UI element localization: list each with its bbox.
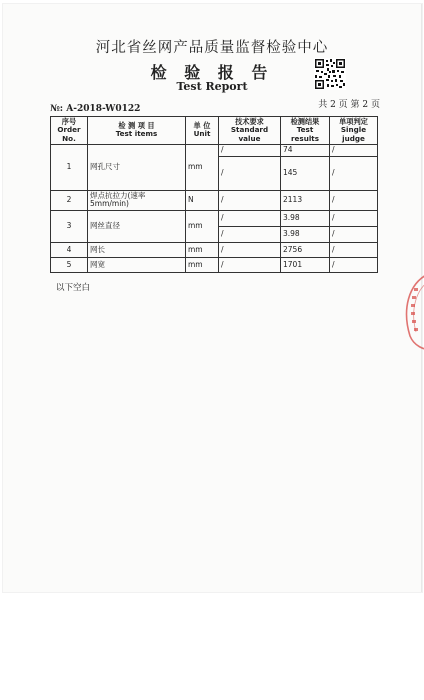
cell-order: 4 bbox=[51, 243, 88, 258]
cell-judge: / bbox=[330, 243, 378, 258]
cell-standard: / bbox=[219, 258, 281, 273]
cell-standard: / bbox=[219, 227, 281, 243]
header-standard: 技术要求 Standard value bbox=[219, 117, 281, 145]
org-name: 河北省丝网产品质量监督检验中心 bbox=[95, 40, 329, 56]
cell-item: 网孔尺寸 bbox=[88, 144, 186, 190]
cell-unit: mm bbox=[186, 258, 219, 273]
cell-result: 2756 bbox=[281, 243, 330, 258]
table-header-row bbox=[51, 117, 378, 145]
cell-item: 网宽 bbox=[88, 258, 186, 273]
cell-standard: / bbox=[219, 190, 281, 210]
cell-order: 5 bbox=[51, 258, 88, 273]
cell-standard: / bbox=[219, 211, 281, 227]
cell-item: 网长 bbox=[88, 243, 186, 258]
cell-judge: / bbox=[330, 190, 378, 210]
cell-result: 3.98 bbox=[281, 211, 330, 227]
cell-order: 3 bbox=[51, 211, 88, 243]
cell-result: 145 bbox=[281, 156, 330, 190]
table-row bbox=[51, 243, 378, 258]
cell-result: 74 bbox=[281, 144, 330, 156]
cell-item: 网丝直径 bbox=[88, 211, 186, 243]
header-test-items: 检 测 项 目 Test items bbox=[88, 117, 186, 145]
header-results: 检测结果 Test results bbox=[281, 117, 330, 145]
cell-judge: / bbox=[330, 144, 378, 156]
cell-judge: / bbox=[330, 258, 378, 273]
cell-order: 1 bbox=[51, 144, 88, 190]
cell-unit: mm bbox=[186, 211, 219, 243]
report-title-cn: 检 验 报 告 bbox=[150, 63, 274, 82]
cell-standard: / bbox=[219, 243, 281, 258]
cell-unit: mm bbox=[186, 144, 219, 190]
results-table bbox=[50, 116, 378, 273]
cell-result: 2113 bbox=[281, 190, 330, 210]
cell-judge: / bbox=[330, 211, 378, 227]
cell-unit: N bbox=[186, 190, 219, 210]
report-title-en: Test Report bbox=[176, 80, 248, 93]
qr-code-icon bbox=[314, 58, 346, 90]
blank-below-note: 以下空白 bbox=[56, 283, 91, 293]
cell-result: 1701 bbox=[281, 258, 330, 273]
page-counter: 共 2 页 第 2 页 bbox=[318, 100, 380, 110]
cell-item: 焊点抗拉力(速率5mm/min) bbox=[88, 190, 186, 210]
table-row bbox=[51, 211, 378, 227]
cell-judge: / bbox=[330, 156, 378, 190]
header-order: 序号 Order No. bbox=[51, 117, 88, 145]
cell-standard: / bbox=[219, 144, 281, 156]
cell-judge: / bbox=[330, 227, 378, 243]
header-judge: 单项判定 Single judge bbox=[330, 117, 378, 145]
table-row bbox=[51, 190, 378, 210]
header-unit: 单 位 Unit bbox=[186, 117, 219, 145]
report-number: №: A-2018-W0122 bbox=[50, 104, 141, 114]
cell-standard: / bbox=[219, 156, 281, 190]
table-row bbox=[51, 144, 378, 156]
cell-unit: mm bbox=[186, 243, 219, 258]
cell-result: 3.98 bbox=[281, 227, 330, 243]
table-row bbox=[51, 258, 378, 273]
red-seal-stamp bbox=[398, 270, 424, 350]
cell-order: 2 bbox=[51, 190, 88, 210]
